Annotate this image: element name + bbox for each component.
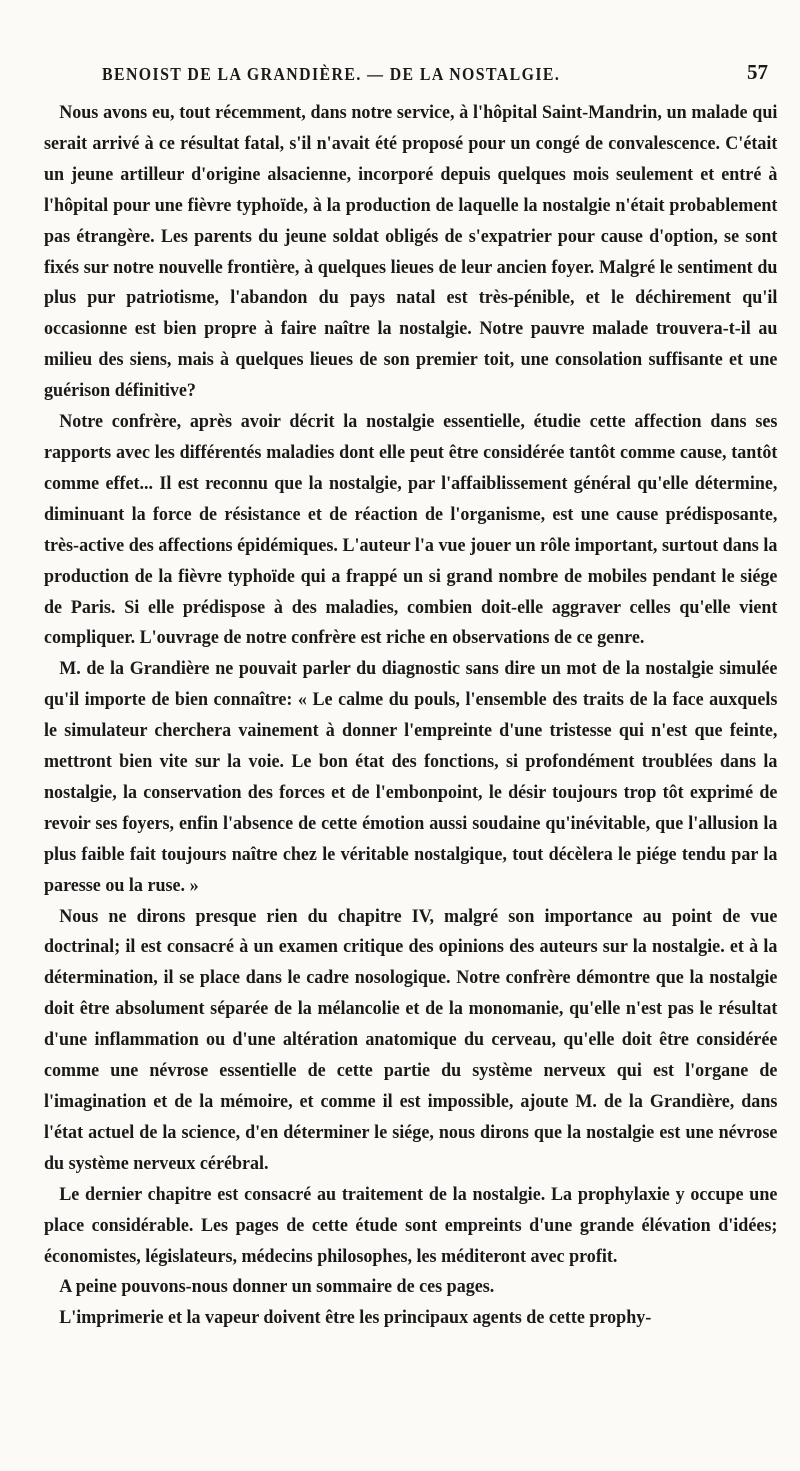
- running-title: BENOIST DE LA GRANDIÈRE. — DE LA NOSTALGIE.: [102, 64, 561, 84]
- paragraph: L'imprimerie et la vapeur doivent être les principaux agents de cette prophy-: [59, 1307, 652, 1329]
- paragraph: M. de la Grandière ne pouvait parler du diagnostic sans dire un mot de la nostalgie simulée qu'il importe de bien connaître: « Le calme du pouls, l'ensemble des traits de la face auxquels le simulateur cherchera vainement à donner l'empreinte d'une tristesse qui n'est que feinte, mettront bien vite sur la voie. Le bon état des fonctions, si profondément troublées dans la nostalgie, la conservation des forces et de l'embonpoint, le désir toujours trop tôt exprimé de revoir ses foyers, enfin l'absence de cette émotion aussi soudaine qu'inévitable, que l'allusion la plus faible fait toujours naître chez le véritable nostalgique, tout décèlera le piége tendu par la paresse ou la ruse. »: [44, 658, 778, 896]
- paragraph: Notre confrère, après avoir décrit la nostalgie essentielle, étudie cette affection dans ses rapports avec les différentés maladies dont elle peut être considérée tantôt comme cause, tantôt comme effet... Il est reconnu que la nostalgie, par l'affaiblissement général qu'elle détermine, diminuant la force de résistance et de réaction de l'organisme, est une cause prédisposante, très-active des affections épidémiques. L'auteur l'a vue jouer un rôle important, surtout dans la production de la fièvre typhoïde qui a frappé un si grand nombre de mobiles pendant le siége de Paris. Si elle prédispose à des maladies, combien doit-elle aggraver celles qu'elle vient compliquer. L'ouvrage de notre confrère est riche en observations de ce genre.: [44, 411, 778, 649]
- paragraph: Nous ne dirons presque rien du chapitre IV, malgré son importance au point de vue doctrinal; il est consacré à un examen critique des opinions des auteurs sur la nostalgie. et à la détermination, il se place dans le cadre nosologique. Notre confrère démontre que la nostalgie doit être absolument séparée de la mélancolie et de la monomanie, qu'elle n'est pas le résultat d'une inflammation ou d'une altération anatomique du cerveau, qu'elle doit être considérée comme une névrose essentielle de cette partie du système nerveux qui est l'organe de l'imagination et de la mémoire, et comme il est impossible, ajoute M. de la Grandière, dans l'état actuel de la science, d'en déterminer le siége, nous dirons que la nostalgie est une névrose du système nerveux cérébral.: [44, 905, 778, 1174]
- paragraph: A peine pouvons-nous donner un sommaire de ces pages.: [59, 1276, 495, 1298]
- page-number: 57: [747, 60, 768, 84]
- paragraph: Nous avons eu, tout récemment, dans notre service, à l'hôpital Saint-Mandrin, un malade qui serait arrivé à ce résultat fatal, s'il n'avait été proposé pour un congé de convalescence. C'était un jeune artilleur d'origine alsacienne, incorporé depuis quelques mois seulement et entré à l'hôpital pour une fièvre typhoïde, à la production de laquelle la nostalgie n'était probablement pas étrangère. Les parents du jeune soldat obligés de s'expatrier pour cause d'option, se sont fixés sur notre nouvelle frontière, à quelques lieues de leur ancien foyer. Malgré le sentiment du plus pur patriotisme, l'abandon du pays natal est très-pénible, et le déchirement qu'il occasionne est bien propre à faire naître la nostalgie. Notre pauvre malade trouvera-t-il au milieu des siens, mais à quelques lieues de son premier toit, une consolation suffisante et une guérison définitive?: [44, 102, 778, 402]
- paragraph: Le dernier chapitre est consacré au traitement de la nostalgie. La prophylaxie y occupe une place considérable. Les pages de cette étude sont empreints d'une grande élévation d'idées; économistes, législateurs, médecins philosophes, les méditeront avec profit.: [44, 1183, 778, 1267]
- body-text: [44, 98, 778, 1334]
- page-header: [44, 56, 778, 98]
